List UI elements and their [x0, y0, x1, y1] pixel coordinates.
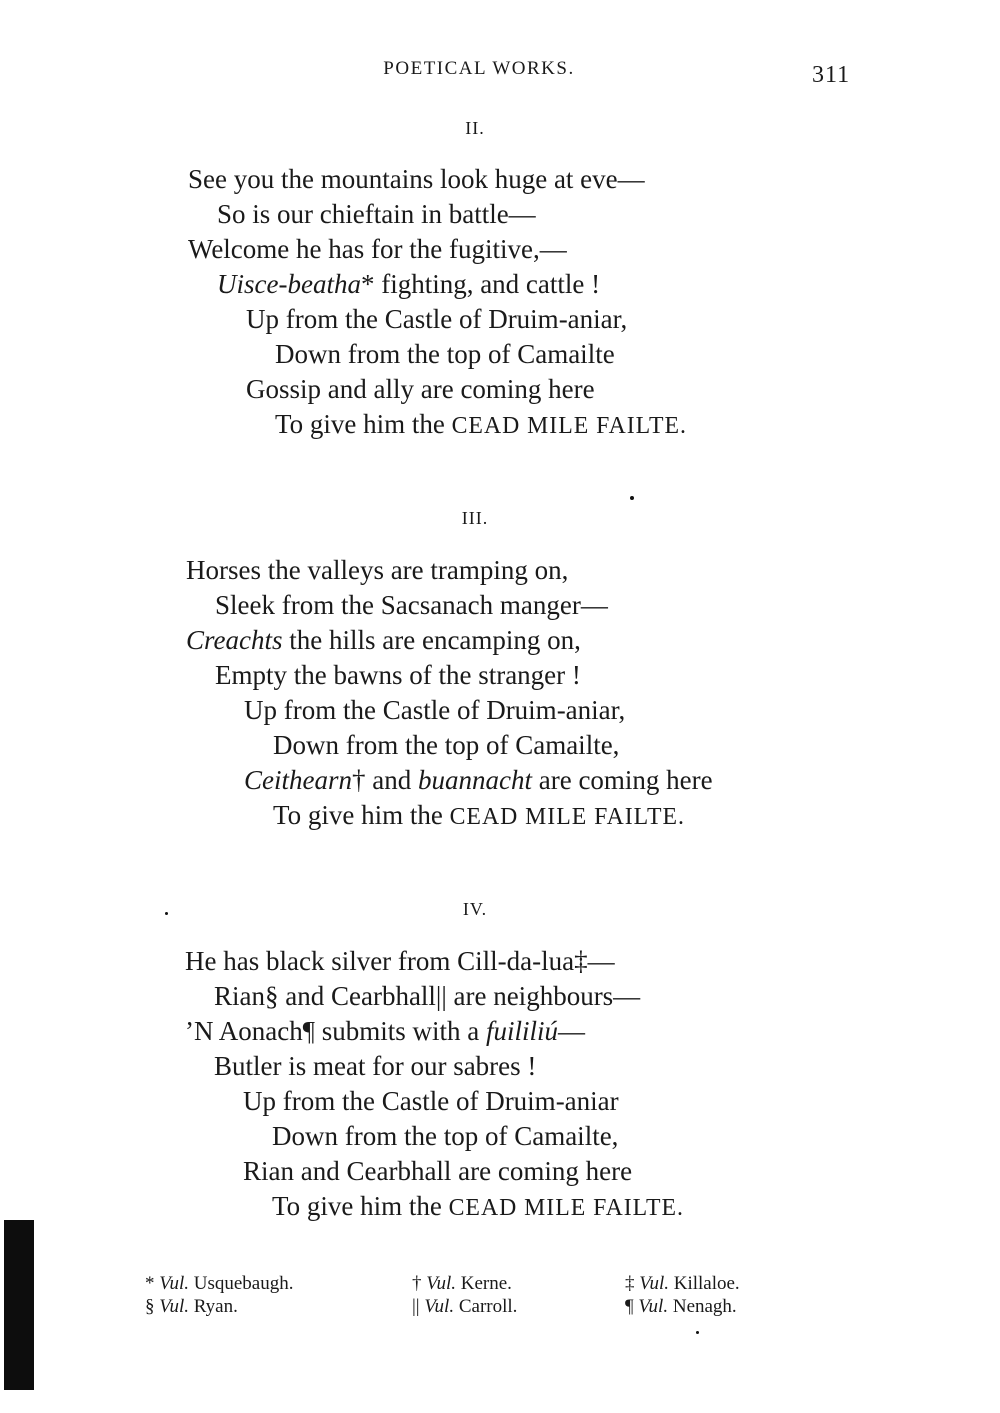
footnote-vul: Vul.	[426, 1273, 456, 1294]
footnote-word: Kerne.	[460, 1273, 512, 1294]
verse-line	[272, 1193, 684, 1221]
verse-line: Up from the Castle of Druim-aniar,	[246, 304, 628, 334]
footnote-word: Usquebaugh.	[193, 1273, 294, 1294]
footnote-vul: Vul.	[424, 1296, 455, 1317]
refrain-caps: CEAD MILE FAILTE.	[448, 1195, 684, 1221]
verse-line	[273, 802, 685, 830]
verse-line: Down from the top of Camailte	[275, 339, 615, 369]
footnote-mark: *	[360, 269, 375, 299]
verse-line: Sleek from the Sacsanach manger—	[215, 590, 608, 620]
italic-term: Ceithearn	[244, 765, 352, 795]
stanza-numeral: II.	[465, 118, 485, 138]
footnote-mark: ¶	[625, 1296, 634, 1317]
footnote-word: Ryan.	[193, 1296, 238, 1317]
verse-line: Butler is meat for our sabres !	[214, 1051, 537, 1081]
footnote-mark: ||	[412, 1296, 420, 1317]
verse-line: Down from the top of Camailte,	[272, 1121, 619, 1151]
footnote	[145, 1297, 238, 1316]
verse-line: Empty the bawns of the stranger !	[215, 660, 581, 690]
verse-line: Gossip and ally are coming here	[246, 374, 595, 404]
footnote-vul: Vul.	[159, 1273, 189, 1294]
refrain-caps: CEAD MILE FAILTE.	[451, 413, 687, 439]
verse-line	[185, 1018, 585, 1045]
line-text: and	[365, 765, 418, 795]
line-text: To give him the	[273, 800, 450, 830]
line-text: are coming here	[531, 765, 713, 795]
footnote	[625, 1297, 737, 1316]
refrain-caps: CEAD MILE FAILTE.	[449, 804, 685, 830]
verse-line	[275, 411, 687, 439]
footnote-vul: Vul.	[638, 1296, 669, 1317]
footnote-vul: Vul.	[159, 1296, 189, 1317]
footnote-word: Nenagh.	[672, 1296, 737, 1317]
verse-line: Up from the Castle of Druim-aniar	[243, 1086, 619, 1116]
footnote-word: Killaloe.	[673, 1273, 740, 1294]
line-text: the hills are encamping on,	[282, 625, 581, 655]
verse-line: He has black silver from Cill-da-lua‡—	[185, 946, 615, 976]
page-number: 311	[812, 62, 851, 88]
footnote-word: Carroll.	[458, 1296, 518, 1317]
footnote-vul: Vul.	[639, 1273, 669, 1294]
verse-line: See you the mountains look huge at eve—	[188, 164, 645, 194]
scan-edge-shadow	[4, 1220, 34, 1390]
stanza-numeral: III.	[461, 508, 489, 528]
line-text: To give him the	[275, 409, 452, 439]
scan-speck	[696, 1331, 699, 1334]
footnote	[145, 1274, 293, 1293]
line-text: ’N Aonach¶ submits with a	[185, 1016, 486, 1046]
line-text: —	[557, 1016, 585, 1046]
verse-line: Up from the Castle of Druim-aniar,	[244, 695, 626, 725]
scan-speck	[630, 496, 634, 500]
line-text: To give him the	[272, 1191, 449, 1221]
footnote-mark: *	[145, 1273, 155, 1294]
verse-line	[244, 767, 713, 794]
line-text: fighting, and cattle !	[374, 269, 601, 299]
verse-line: So is our chieftain in battle—	[217, 199, 536, 229]
footnote	[412, 1274, 512, 1293]
running-head: POETICAL WORKS.	[383, 58, 575, 79]
italic-term: Uisce-beatha	[217, 269, 361, 299]
stanza-numeral: IV.	[462, 899, 488, 919]
verse-line: Welcome he has for the fugitive,—	[188, 234, 567, 264]
verse-line: Rian and Cearbhall are coming here	[243, 1156, 633, 1186]
italic-term: buannacht	[417, 765, 532, 795]
footnote-mark: ‡	[625, 1273, 635, 1294]
verse-line	[186, 627, 581, 654]
verse-line: Down from the top of Camailte,	[273, 730, 620, 760]
footnote-mark: †	[352, 765, 366, 795]
footnote-mark: †	[412, 1273, 422, 1294]
scan-speck	[165, 912, 168, 915]
footnote	[625, 1274, 740, 1293]
footnote	[412, 1297, 517, 1316]
italic-term: Creachts	[186, 625, 283, 655]
verse-line: Horses the valleys are tramping on,	[186, 555, 569, 585]
verse-line	[217, 271, 600, 298]
footnote-mark: §	[145, 1296, 155, 1317]
italic-term: fuililiú	[485, 1016, 558, 1046]
verse-line: Rian§ and Cearbhall|| are neighbours—	[214, 981, 641, 1011]
